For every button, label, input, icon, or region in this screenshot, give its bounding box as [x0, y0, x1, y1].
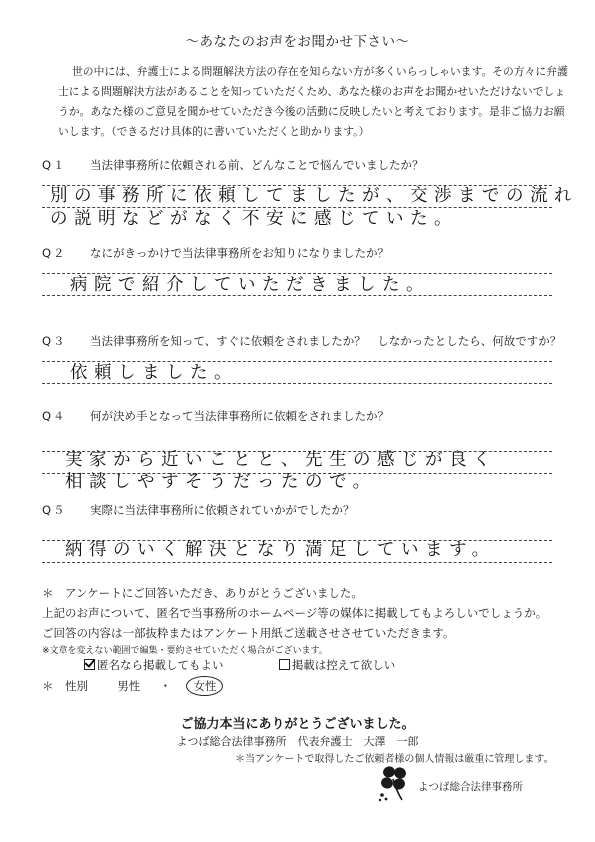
four-leaf-clover-icon — [374, 762, 414, 804]
question-1-text: 当法律事務所に依頼される前、どんなことで悩んでいましたか？ — [90, 158, 424, 172]
answer-5-line-2 — [42, 562, 552, 563]
answer-1-text-line-2: の説明などがなく不安に感じていた。 — [50, 209, 458, 229]
gender-label: ＊ 性別 — [42, 679, 88, 693]
question-2-text: なにがきっかけで当法律事務所をお知りになりましたか？ — [90, 246, 389, 260]
question-5-number: Q５ — [42, 503, 67, 517]
question-1-number: Q１ — [42, 158, 67, 172]
gender-male-option[interactable]: 男性 — [117, 679, 141, 693]
closing-thanks: ご協力本当にありがとうございました。 — [180, 717, 415, 732]
office-representative: よつば総合法律事務所 代表弁護士 大澤 一郎 — [176, 735, 419, 748]
question-3-number: Q３ — [42, 334, 67, 348]
intro-paragraph: 世の中には、弁護士による問題解決方法の存在を知らない方が多くいらっしゃいます。その方々に弁護士による問題解決方法があることを知っていただくため、あなた様のお声をお聞かせいただけないでしょうか。あなた様のご意見を聞かせていただき今後の活動に反映したいと考えております。是非ご協力お願いします。（できるだけ具体的に書いていただくと助かります。） — [58, 65, 568, 138]
question-5-text: 実際に当法律事務所に依頼されていかがでしたか？ — [90, 503, 355, 517]
publish-consent-question: 上記のお声について、匿名で当事務所のホームページ等の媒体に掲載してもよろしいでしょうか。 — [42, 606, 548, 620]
question-3-text: 当法律事務所を知って、すぐに依頼をされましたか？ しなかったとしたら、何故ですか？ — [90, 334, 562, 348]
decline-label: 掲載は控えて欲しい — [291, 658, 396, 672]
anonymous-consent-label: 匿名なら掲載してもよい — [97, 658, 224, 672]
gender-female-option-circled[interactable]: 女性 — [186, 676, 223, 696]
question-2-number: Q２ — [42, 246, 67, 260]
privacy-notice: ＊当アンケートで取得したご依頼者様の個人情報は厳重に管理します。 — [235, 754, 554, 765]
publish-options — [84, 657, 395, 673]
answer-4-text-line-2: 相談しやすそうだったので。 — [65, 472, 377, 492]
gender-row — [42, 676, 225, 696]
gender-separator: ・ — [159, 679, 172, 693]
answer-5-text-line-1: 納得のいく解決となり満足しています。 — [65, 540, 496, 560]
firm-logo-text: よつば総合法律事務所 — [418, 781, 523, 793]
decline-checkbox[interactable] — [279, 659, 290, 670]
page-title: ～あなたのお声をお聞かせ下さい～ — [185, 34, 410, 50]
question-4-text: 何が決め手となって当法律事務所に依頼をされましたか？ — [90, 409, 389, 423]
answer-3-text-line-1: 依頼しました。 — [70, 363, 238, 383]
answer-4-text-line-1: 実家から近いことと、先生の感じが良く — [65, 450, 497, 470]
edit-disclaimer: ※文章を変えない範囲で編集・要約させていただく場合がございます。 — [42, 646, 328, 656]
answer-1-text-line-1: 別の事務所に依頼してましたが、交渉までの流れ — [50, 186, 578, 206]
question-4-number: Q４ — [42, 409, 67, 423]
excerpt-note: ご回答の内容は一部抜粋またはアンケート用紙ご送載させさせていただきます。 — [42, 626, 455, 640]
answer-2-text-line-1: 病院で紹介していただきました。 — [70, 275, 430, 295]
anonymous-consent-checkbox[interactable] — [84, 659, 95, 670]
thanks-note: ＊ アンケートにご回答いただき、ありがとうございました。 — [42, 586, 363, 600]
